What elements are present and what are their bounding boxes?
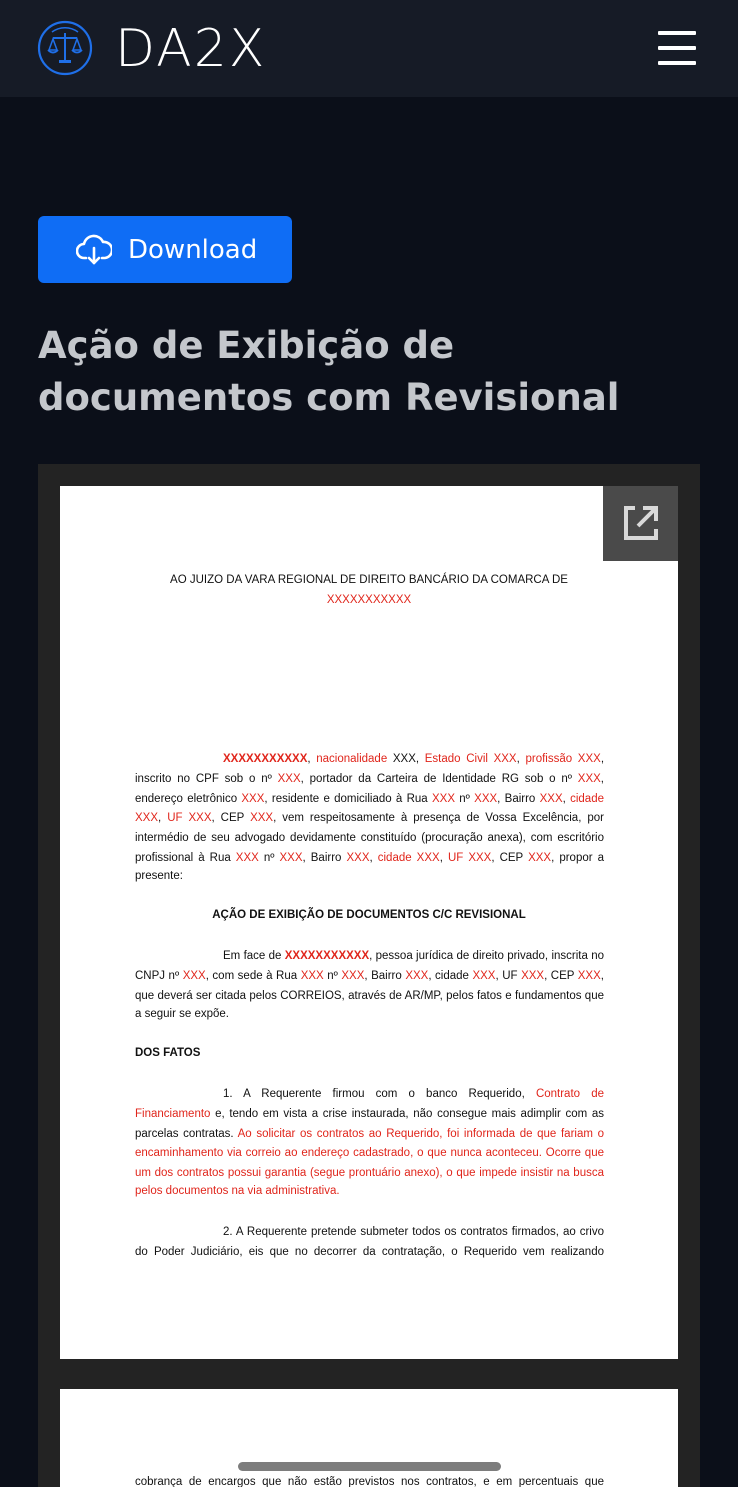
doc-run: , vem respeitosamente à presença de Vossa Excelência, por <box>273 812 604 825</box>
doc-line <box>223 1086 604 1106</box>
doc-run: XXX, <box>387 753 425 765</box>
doc-run: XXX <box>135 812 159 825</box>
doc-run: , cidade <box>428 969 473 982</box>
doc-line <box>135 771 604 791</box>
document-page-2 <box>60 1389 678 1487</box>
hamburger-menu-icon[interactable] <box>658 31 696 65</box>
page-title: Ação de Exibição de documentos com Revisional <box>38 324 620 419</box>
doc-facts-title: DOS FATOS <box>135 1047 201 1059</box>
doc-line <box>135 1145 604 1165</box>
doc-run: 2. A Requerente pretende submeter todos os contratos firmados, ao crivo <box>223 1226 604 1238</box>
doc-run: XXX <box>405 969 429 982</box>
download-button[interactable] <box>38 216 292 283</box>
doc-page2-first-line: cobrança de encargos que não estão previstos nos contratos, e em percentuais que <box>135 1476 604 1487</box>
doc-run: profissional à Rua <box>135 852 236 864</box>
doc-run: , Bairro <box>497 792 540 805</box>
doc-heading-line1: AO JUIZO DA VARA REGIONAL DE DIREITO BANCÁRIO DA COMARCA DE <box>170 574 568 586</box>
doc-run: , <box>439 852 448 864</box>
doc-run: XXX <box>250 812 274 825</box>
doc-line <box>135 1106 604 1126</box>
doc-run: Financiamento <box>135 1107 211 1120</box>
doc-run: XXX <box>341 969 365 982</box>
doc-run: , Bairro <box>364 969 406 982</box>
top-bar <box>0 0 738 97</box>
doc-line <box>223 751 604 771</box>
doc-line <box>135 830 604 850</box>
doc-heading-line2: XXXXXXXXXXX <box>326 594 412 606</box>
doc-run: XXXXXXXXXXX <box>223 753 308 765</box>
doc-run: XXX <box>577 969 601 982</box>
doc-run: , portador da Carteira de Identidade RG sob o nº <box>300 772 578 785</box>
doc-run: parcelas contratas. <box>135 1127 238 1140</box>
doc-run: endereço eletrônico <box>135 792 242 805</box>
doc-line <box>135 1126 604 1146</box>
doc-run: XXX <box>300 969 324 982</box>
doc-section-title: AÇÃO DE EXIBIÇÃO DE DOCUMENTOS C/C REVISIONAL <box>212 909 526 921</box>
doc-run: , UF <box>495 969 522 982</box>
doc-run: XXX <box>431 792 455 805</box>
doc-run: nº <box>258 852 280 864</box>
doc-line <box>135 791 604 811</box>
doc-run: UF XXX <box>167 812 212 825</box>
doc-run: um dos contratos possui garantia (segue prontuário anexo), o que impede insistir na busca <box>135 1167 604 1180</box>
doc-run: Ao solicitar os contratos ao Requerido, foi informada de que fariam o <box>237 1127 604 1140</box>
open-in-new-tab-button[interactable] <box>603 486 678 561</box>
doc-line <box>223 1224 604 1244</box>
doc-run: , Bairro <box>302 852 347 864</box>
doc-run: XXX <box>182 969 206 982</box>
doc-run: 1. A Requerente firmou com o banco Requerido, <box>223 1088 536 1100</box>
doc-run: e, tendo em vista a crise instaurada, não consegue mais adimplir com as <box>210 1107 604 1120</box>
download-label: Download <box>128 235 258 265</box>
doc-run: XXX <box>577 772 601 785</box>
doc-line <box>135 850 604 870</box>
doc-run: , <box>369 852 378 864</box>
doc-run: , CEP <box>491 852 529 864</box>
doc-run: , <box>600 753 605 765</box>
doc-run: XXX <box>346 852 370 864</box>
doc-run: cidade XXX <box>377 852 440 864</box>
doc-line <box>135 810 604 830</box>
doc-run: , <box>600 772 604 785</box>
doc-line <box>135 988 604 1008</box>
doc-run: nº <box>455 792 475 805</box>
doc-run: inscrito no CPF sob o nº <box>135 772 278 785</box>
doc-run: , CEP <box>544 969 578 982</box>
scroll-indicator[interactable] <box>238 1462 501 1471</box>
doc-item1-last-line: pelos documentos na via administrativa. <box>135 1185 340 1197</box>
doc-run: Contrato de <box>535 1088 604 1100</box>
doc-run: XXXXXXXXXXX <box>284 950 370 962</box>
doc-run: nº <box>323 969 342 982</box>
doc-run: , <box>516 753 526 765</box>
cloud-download-icon <box>76 234 112 266</box>
doc-run: Em face de <box>223 950 285 962</box>
doc-run: , <box>307 753 317 765</box>
doc-run: intermédio de seu advogado devidamente constituído (procuração anexa), com escritório <box>135 832 604 845</box>
doc-run: XXX <box>235 852 259 864</box>
doc-run: , <box>600 969 604 982</box>
doc-run: do Poder Judiciário, eis que no decorrer da contratação, o Requerido vem realizando <box>135 1245 604 1258</box>
doc-run: encaminhamento via correio ao endereço cadastrado, o que nunca aconteceu. Ocorre que <box>135 1147 604 1160</box>
doc-run: XXX <box>279 852 303 864</box>
doc-run: , pessoa jurídica de direito privado, inscrita no <box>369 950 604 962</box>
doc-run: XXX <box>539 792 563 805</box>
doc-run: cidade <box>570 792 604 805</box>
doc-run: XXX <box>241 792 265 805</box>
doc-run: profissão XXX <box>525 753 601 765</box>
doc-line <box>135 968 604 988</box>
doc-run: nacionalidade <box>316 753 388 765</box>
doc-face-last-line: a seguir se expõe. <box>135 1008 229 1020</box>
open-external-icon <box>603 486 678 561</box>
doc-run: , com sede à Rua <box>205 969 301 982</box>
doc-run: Estado Civil XXX <box>424 753 517 765</box>
doc-run: que deverá ser citada pelos CORREIOS, através de AR/MP, pelos fatos e fundamentos que <box>135 989 604 1002</box>
doc-run: , residente e domiciliado à Rua <box>264 792 432 805</box>
doc-run: XXX <box>277 772 301 785</box>
doc-run: XXX <box>472 969 496 982</box>
doc-run: XXX <box>474 792 498 805</box>
doc-run: , <box>158 812 168 825</box>
doc-run: , propor a <box>551 852 605 864</box>
doc-line <box>223 948 604 968</box>
doc-run: CNPJ nº <box>135 969 183 982</box>
brand-logo-text[interactable]: DA2X <box>115 19 267 79</box>
doc-run: XXX <box>521 969 545 982</box>
doc-line <box>135 1165 604 1185</box>
scales-of-justice-icon[interactable] <box>37 20 93 76</box>
doc-run: XXX <box>528 852 552 864</box>
doc-run: UF XXX <box>447 852 492 864</box>
doc-line <box>135 1244 604 1264</box>
doc-intro-last-line: presente: <box>135 870 183 882</box>
doc-run: , <box>562 792 571 805</box>
doc-run: , CEP <box>211 812 251 825</box>
